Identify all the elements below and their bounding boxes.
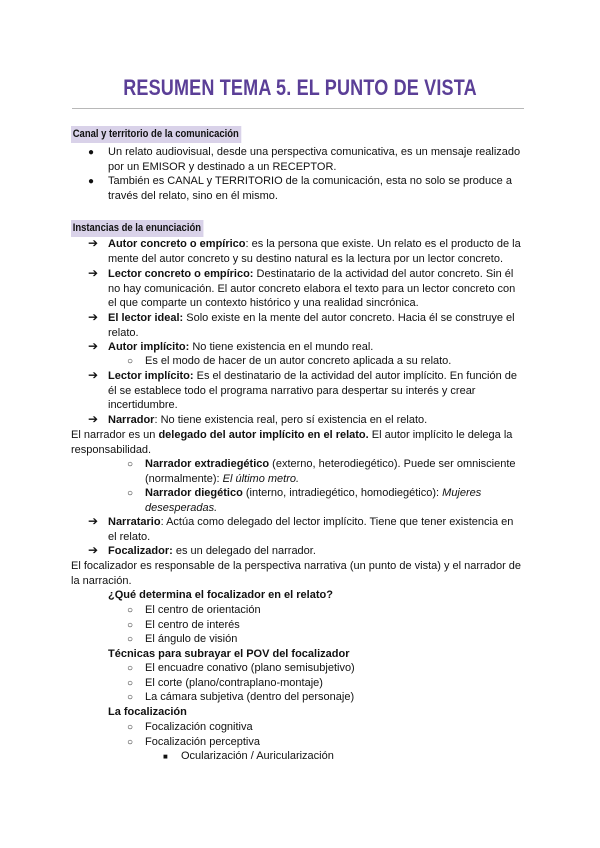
definition-line [145,501,217,516]
bullet-text: También es CANAL y TERRITORIO de la comunicación, esta no solo se produce a [108,175,512,187]
arrow-marker: ➔ [88,339,99,353]
list-item: La cámara subjetiva (dentro del personaje) [145,691,355,703]
definition-line [145,472,299,487]
term: Autor concreto o empírico [108,238,246,250]
definition: : Actúa como delegado del lector implícito. Tiene que tener existencia en [160,516,514,528]
paragraph-line: El focalizador es responsable de la perspectiva narrativa (un punto de vista) y el narrador de [71,560,522,572]
circle-marker: ○ [127,459,134,470]
definition: (interno, intradiegético, homodiegético): [242,487,443,499]
bullet-marker: ● [88,176,95,187]
example-title: desesperadas. [145,502,218,514]
term: Narrador [108,414,155,426]
list-item: El corte (plano/contraplano-montaje) [145,677,323,689]
definition-line: relato. [108,327,139,339]
example-title: Mujeres [442,487,482,499]
narratario-item [108,515,513,530]
term: Lector concreto o empírico: [108,268,254,280]
term: Narratario [108,516,161,528]
section-heading-instancias: Instancias de la enunciación [71,220,204,237]
circle-marker: ○ [127,722,134,733]
term: Narrador extradiegético [145,458,270,470]
definition-line: incertidumbre. [108,399,178,411]
definition: (normalmente): [145,473,223,485]
circle-marker: ○ [127,356,134,367]
definition: (externo, heterodiegético). Puede ser omnisciente [269,458,516,470]
lector-implicito-item [108,369,517,384]
narrador-paragraph [71,428,512,443]
arrow-marker: ➔ [88,266,99,280]
list-item: Focalización cognitiva [145,721,253,733]
paragraph-line: la narración. [71,575,132,587]
definition: Solo existe en la mente del autor concreto. Hacia él se construye el [183,312,515,324]
definition: es un delegado del narrador. [172,545,316,557]
example-title: El último metro. [222,473,300,485]
paragraph-line: responsabilidad. [71,444,152,456]
para-text: El narrador es un [71,429,159,441]
definition: Es el destinatario de la actividad del autor implícito. En función de [193,370,518,382]
square-marker: ■ [163,752,168,761]
definition-line: el relato. [108,531,151,543]
list-subitem: Ocularización / Auricularización [181,750,334,762]
subheading: ¿Qué determina el focalizador en el relato? [108,589,333,601]
circle-marker: ○ [127,692,134,703]
bullet-marker: ● [88,147,95,158]
definition-line: él se establece todo el programa narrativo para despertar su interés y crear [108,385,476,397]
extradiegetico-item [145,457,516,472]
circle-marker: ○ [127,678,134,689]
arrow-marker: ➔ [88,368,99,382]
term: Autor implícito: [108,341,190,353]
definition: : es la persona que existe. Un relato es el producto de la [245,238,521,250]
arrow-marker: ➔ [88,236,99,250]
page-title: RESUMEN TEMA 5. EL PUNTO DE VISTA [123,75,477,100]
term: Narrador diegético [145,487,243,499]
circle-marker: ○ [127,488,134,499]
definition: Destinatario de la actividad del autor concreto. Sin él [253,268,514,280]
circle-marker: ○ [127,737,134,748]
definition-line: no hay comunicación. El autor concreto elabora el texto para un lector concreto con [108,283,516,295]
list-item: El centro de orientación [145,604,261,616]
circle-marker: ○ [127,634,134,645]
diegetico-item [145,486,481,501]
para-bold: delegado del autor implícito en el relato. [158,429,369,441]
list-item: El ángulo de visión [145,633,238,645]
sub-item: Es el modo de hacer de un autor concreto aplicada a su relato. [145,355,452,367]
circle-marker: ○ [127,663,134,674]
definition-line: el que comparte un contexto histórico y una realidad sincrónica. [108,297,419,309]
definition: No tiene existencia en el mundo real. [189,341,374,353]
autor-implicito-item [108,340,373,355]
title-divider [72,108,524,109]
para-text: El autor implícito le delega la [368,429,513,441]
arrow-marker: ➔ [88,412,99,426]
bullet-text: través del relato, sino en él mismo. [108,190,278,202]
subheading: La focalización [108,706,187,718]
definition-line: mente del autor concreto y su destino natural es la lectura por un lector concreto. [108,253,503,265]
narrador-item [108,413,427,428]
term: Lector implícito: [108,370,194,382]
circle-marker: ○ [127,620,134,631]
lector-concreto-item [108,267,513,282]
bullet-text: Un relato audiovisual, desde una perspectiva comunicativa, es un mensaje realizado [108,146,521,158]
arrow-marker: ➔ [88,543,99,557]
list-item: El encuadre conativo (plano semisubjetivo) [145,662,355,674]
section-heading-canal: Canal y territorio de la comunicación [71,126,241,143]
list-item: Focalización perceptiva [145,736,260,748]
definition: : No tiene existencia real, pero sí existencia en el relato. [154,414,428,426]
focalizador-item [108,544,316,559]
subheading: Técnicas para subrayar el POV del focalizador [108,648,350,660]
circle-marker: ○ [127,605,134,616]
autor-concreto-item [108,237,521,252]
bullet-text: por un EMISOR y destinado a un RECEPTOR. [108,161,337,173]
arrow-marker: ➔ [88,310,99,324]
lector-ideal-item [108,311,515,326]
list-item: El centro de interés [145,619,240,631]
term: Focalizador: [108,545,173,557]
term: El lector ideal: [108,312,184,324]
arrow-marker: ➔ [88,514,99,528]
